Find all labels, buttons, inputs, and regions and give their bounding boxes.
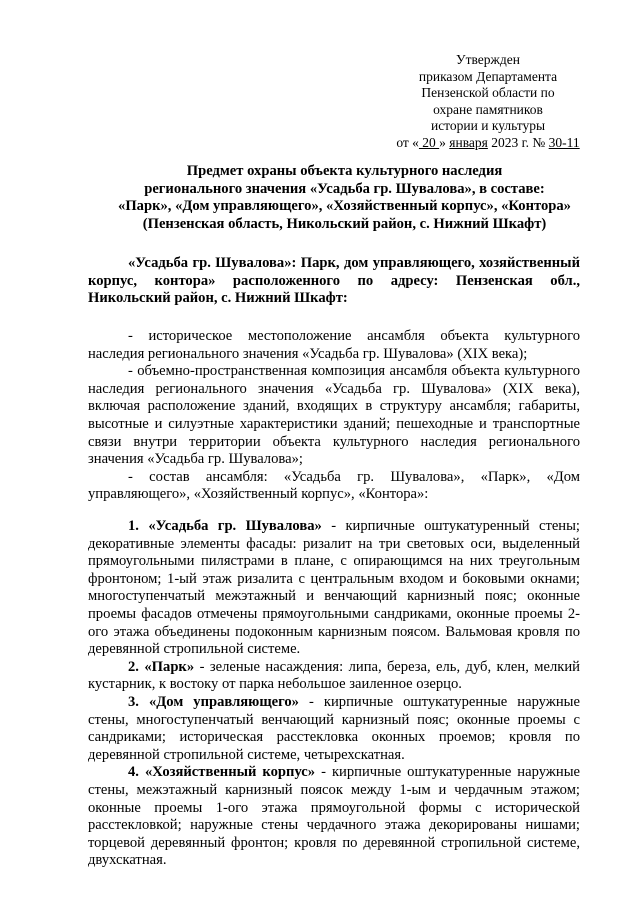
- approval-line: истории и культуры: [430, 118, 546, 134]
- item-name: «Усадьба гр. Шувалова»: [148, 518, 322, 534]
- item-name: «Хозяйственный корпус»: [144, 764, 316, 781]
- general-item: - состав ансамбля: «Усадьба гр. Шувалова», «Парк», «Дом управляющего», «Хозяйственный корпус», «Контора»:: [88, 468, 580, 503]
- intro-text: «Усадьба гр. Шувалова»: Парк, дом управляющего, хозяйственный корпус, контора» расположенного по адресу: Пензенская обл., Никольский район, с. Нижний Шкафт:: [88, 255, 580, 307]
- date-year: 2023 г. №: [487, 134, 549, 150]
- approval-line: охране памятников: [433, 101, 543, 117]
- item-name: «Парк»: [144, 658, 195, 675]
- general-item: - историческое местоположение ансамбля объекта культурного наследия регионального значения «Усадьба гр. Шувалова» (XIX века);: [88, 328, 580, 362]
- item-text: кирпичные оштукатуренный стены; декоративные элементы фасады: ризалит на три световых оси, выделенный прямоугольными пилястрами в плане, с опирающимся на них треугольным фронтоном; 1-ый этаж ризалита с центральным входом и боковыми окнами; многоступенчатый межэтажный и венчающий карнизный пояс; оконные проемы фасадов отмечены прямоугольными сандриками, оконные проемы 2-ого этажа объединены подоконным карнизным поясом. Вальмовая кровля по деревянной стропильной системе.: [88, 518, 580, 658]
- item-text: кирпичные оштукатуренные наружные стены, межэтажный карнизный поясок между 1-ым и чердачным этажом; оконные проемы 1-ого этажа прямоугольной формы с исторической расстекловкой; наружные стены чердачного этажа декорированы нишами; торцевой деревянный фронтон; кровля по деревянной стропильной системе, двухскатная.: [88, 764, 580, 869]
- object-item: [88, 764, 580, 870]
- approval-line: приказом Департамента: [418, 68, 558, 84]
- approval-line: Пензенской области по: [421, 85, 555, 101]
- object-item: [88, 659, 580, 694]
- item-number: 4.: [128, 764, 139, 781]
- title-line: «Парк», «Дом управляющего», «Хозяйственный корпус», «Контора»: [118, 198, 571, 215]
- approval-date-line: [388, 135, 588, 152]
- item-separator: -: [315, 764, 332, 781]
- item-separator: -: [298, 693, 324, 710]
- item-number: 3.: [128, 693, 139, 710]
- object-item: [88, 518, 580, 659]
- date-month: января: [449, 134, 488, 150]
- item-number: 2.: [128, 658, 139, 675]
- intro-paragraph: [88, 255, 580, 308]
- general-protection-list: [88, 328, 580, 504]
- item-name: «Дом управляющего»: [148, 693, 299, 710]
- title-line: Предмет охраны объекта культурного наследия: [186, 163, 503, 179]
- approval-line: Утвержден: [456, 52, 520, 67]
- order-number: 30-11: [548, 134, 580, 150]
- approval-stamp: [388, 52, 588, 152]
- document-title: [92, 163, 597, 233]
- object-item: [88, 694, 580, 764]
- item-number: 1.: [128, 518, 139, 534]
- item-text: кирпичные оштукатуренные наружные стены, многоступенчатый венчающий карнизный пояс; оконные проемы с сандриками; историческая расстекловка оконных проемов; кровля по деревянной стропильной системе, четырехскатная.: [88, 693, 580, 763]
- general-item: - объемно-пространственная композиция ансамбля объекта культурного наследия регионального значения «Усадьба гр. Шувалова» (XIX века), включая расположение зданий, входящих в структуру ансамбля; габариты, высотные и силуэтные характеристики зданий; пешеходные и транспортные связи внутри территории объекта культурного наследия регионального значения «Усадьба гр. Шувалова»;: [88, 363, 580, 468]
- title-line: (Пензенская область, Никольский район, с. Нижний Шкафт): [142, 215, 547, 232]
- title-line: регионального значения «Усадьба гр. Шувалова», в составе:: [144, 180, 545, 197]
- item-separator: -: [321, 518, 346, 534]
- item-text: зеленые насаждения: липа, береза, ель, дуб, клен, мелкий кустарник, к востоку от парка небольшое заиленное озерцо.: [88, 658, 580, 693]
- item-separator: -: [194, 658, 210, 675]
- object-items-list: [88, 518, 580, 870]
- date-prefix: от «: [396, 134, 419, 150]
- date-mid: »: [439, 134, 446, 150]
- date-day: 20: [418, 134, 440, 150]
